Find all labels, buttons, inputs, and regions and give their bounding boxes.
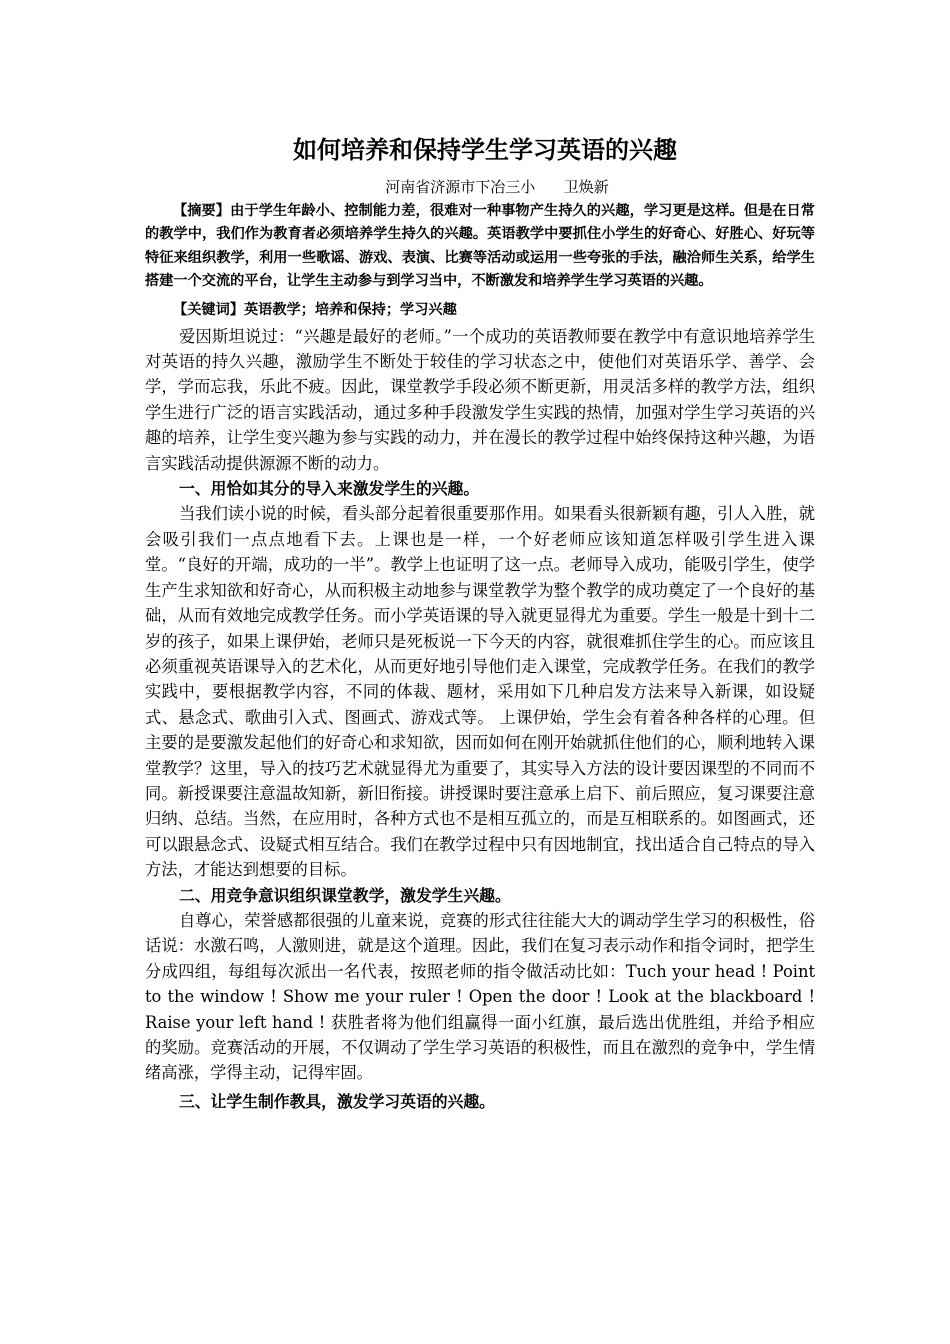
document-title: 如何培养和保持学生学习英语的兴趣 — [293, 136, 677, 164]
section-1-heading: 一、用恰如其分的导入来激发学生的兴趣。 — [179, 479, 480, 499]
document-body — [145, 130, 815, 1114]
abstract-paragraph: 【摘要】由于学生年龄小、控制能力差，很难对一种事物产生持久的兴趣，学习更是这样。但是在日常的教学中，我们作为教育者必须培养学生持久的兴趣。英语教学中要抓住小学生的好奇心、好胜心、好玩等特征来组织教学，利用一些歌谣、游戏、表演、比赛等活动或运用一些夸张的手法，融洽师生关系，给学生搭建一个交流的平台，让学生主动参与到学习当中，不断激发和培养学生学习英语的兴趣。 — [145, 203, 815, 290]
section-1-paragraph: 当我们读小说的时候，看头部分起着很重要那作用。如果看头很新颖有趣，引人入胜，就会吸引我们一点点地看下去。上课也是一样，一个好老师应该知道怎样吸引学生进入课堂。“良好的开端，成功的一半”。教学上也证明了这一点。老师导入成功，能吸引学生，使学生产生求知欲和好奇心，从而积极主动地参与课堂教学为整个教学的成功奠定了一个良好的基础，从而有效地完成教学任务。而小学英语课的导入就更显得尤为重要。学生一般是十到十二岁的孩子，如果上课伊始，老师只是死板说一下今天的内容，就很难抓住学生的心。而应该且必须重视英语课导入的艺术化，从而更好地引导他们走入课堂，完成教学任务。在我们的教学实践中，要根据教学内容，不同的体裁、题材，采用如下几种启发方法来导入新课，如设疑式、悬念式、歌曲引入式、图画式、游戏式等。 上课伊始，学生会有着各种各样的心理。但主要的是要激发起他们的好奇心和求知欲，因而如何在刚开始就抓住他们的心，顺利地转入课堂教学？这里，导入的技巧艺术就显得尤为重要了，其实导入方法的设计要因课型的不同而不同。新授课要注意温故知新，新旧衔接。讲授课时要注意承上启下、前后照应，复习课要注意归纳、总结。当然，在应用时，各种方式也不是相互孤立的，而是互相联系的。如图画式，还可以跟悬念式、设疑式相互结合。我们在教学过程中只有因地制宜，找出适合自己特点的导入方法，才能达到想要的目标。 — [145, 504, 815, 880]
section-3-heading: 三、让学生制作教具，激发学习英语的兴趣。 — [179, 1091, 495, 1111]
keywords-line: 【关键词】英语教学；培养和保持；学习兴趣 — [173, 301, 457, 318]
section-2-heading: 二、用竞争意识组织课堂教学，激发学生兴趣。 — [179, 885, 511, 905]
section-2-paragraph: 自尊心，荣誉感都很强的儿童来说，竞赛的形式往往能大大的调动学生学习的积极性，俗话说：水激石鸣，人激则进，就是这个道理。因此，我们在复习表示动作和指令词时，把学生分成四组，每组每次派出一名代表，按照老师的指令做活动比如：Tuch your head ! Point to the window ! Show me your ruler ! Open the door ! Look at the blackboard ! Raise your left hand ! 获胜者将为他们组赢得一面小红旗，最后选出优胜组，并给予相应的奖励。竞赛活动的开展，不仅调动了学生学习英语的积极性，而且在激烈的竞争中，学生情绪高涨，学得主动，记得牢固。 — [145, 910, 815, 1083]
author-byline: 河南省济源市下冶三小 卫焕新 — [385, 178, 609, 196]
intro-paragraph: 爱因斯坦说过：“兴趣是最好的老师。”一个成功的英语教师要在教学中有意识地培养学生对英语的持久兴趣，激励学生不断处于较佳的学习状态之中，使他们对英语乐学、善学、会学，学而忘我，乐此不疲。因此，课堂教学手段必须不断更新，用灵活多样的教学方法，组织学生进行广泛的语言实践活动，通过多种手段激发学生实践的热情，加强对学生学习英语的兴趣的培养，让学生变兴趣为参与实践的动力，并在漫长的教学过程中始终保持这种兴趣，为语言实践活动提供源源不断的动力。 — [145, 326, 815, 473]
